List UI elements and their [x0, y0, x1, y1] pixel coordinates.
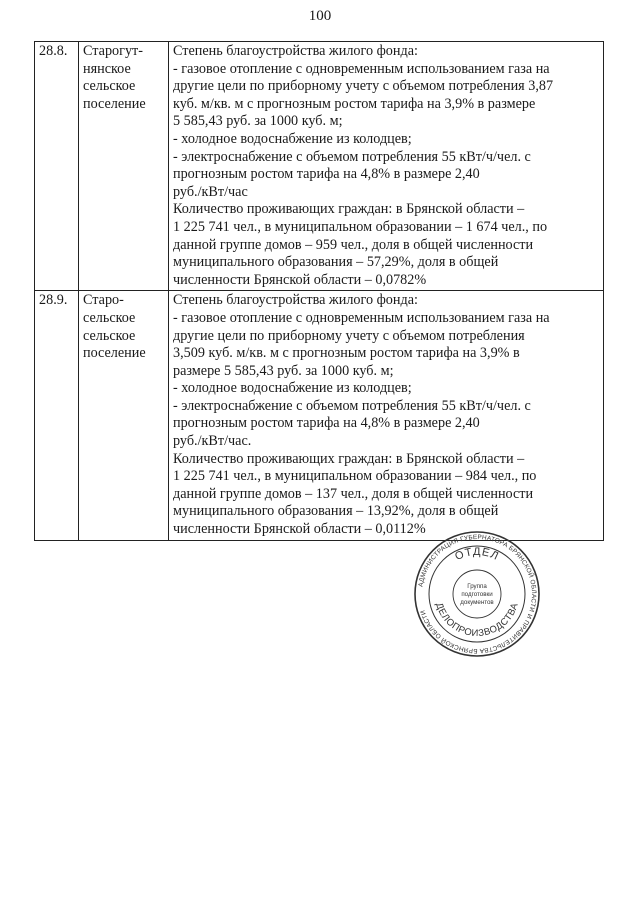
description-line: Количество проживающих граждан: в Брянской области –	[173, 201, 525, 218]
settlement-name-line: поселение	[83, 95, 146, 112]
svg-text:ДЕЛОПРОИЗВОДСТВА	[433, 601, 521, 639]
settlement-name-line: поселение	[83, 345, 146, 362]
description-line: 3,509 куб. м/кв. м с прогнозным ростом тарифа на 3,9% в	[173, 345, 520, 362]
description-line: Степень благоустройства жилого фонда:	[173, 43, 418, 59]
description-line: - электроснабжение с объемом потребления 55 кВт/ч/чел. с	[173, 148, 531, 165]
settlement-name-line: сельское	[83, 327, 136, 344]
description-line: 5 585,43 руб. за 1000 куб. м;	[173, 113, 343, 130]
housing-description	[169, 42, 604, 291]
settlement-name	[79, 42, 169, 291]
table-row	[35, 42, 604, 291]
stamp-center-line-1: Группа	[467, 583, 487, 590]
description-line: размере 5 585,43 руб. за 1000 куб. м;	[173, 362, 394, 379]
description-line: Количество проживающих граждан: в Брянской области –	[173, 450, 525, 467]
stamp-ring-text: АДМИНИСТРАЦИЯ ГУБЕРНАТОРА БРЯНСКОЙ ОБЛАСТИ И ПРАВИТЕЛЬСТВА БРЯНСКОЙ ОБЛАСТИ	[417, 533, 538, 655]
description-line: данной группе домов – 959 чел., доля в общей численности	[173, 236, 534, 253]
description-line: муниципального образования – 13,92%, доля в общей	[173, 503, 499, 520]
settlement-name-line: Старогут-	[83, 43, 143, 59]
description-line: - холодное водоснабжение из колодцев;	[173, 130, 412, 147]
description-line: данной группе домов – 137 чел., доля в общей численности	[173, 485, 534, 502]
description-line: другие цели по приборному учету с объемом потребления 3,87	[173, 78, 554, 95]
settlement-name	[79, 291, 169, 540]
description-line: 1 225 741 чел., в муниципальном образовании – 1 674 чел., по	[173, 218, 548, 235]
settlement-name-line: сельское	[83, 78, 136, 95]
settlement-name-line: Старо-	[83, 292, 124, 309]
description-line: прогнозным ростом тарифа на 4,8% в размере 2,40	[173, 166, 480, 183]
housing-description	[169, 291, 604, 540]
description-line: - электроснабжение с объемом потребления 55 кВт/ч/чел. с	[173, 397, 531, 414]
description-line: - газовое отопление с одновременным использованием газа на	[173, 60, 550, 77]
description-line: руб./кВт/час.	[173, 433, 252, 450]
description-line: руб./кВт/час	[173, 183, 248, 200]
row-number: 28.8.	[35, 42, 79, 291]
description-line: численности Брянской области – 0,0112%	[173, 521, 426, 538]
table-row	[35, 291, 604, 540]
description-line: прогнозным ростом тарифа на 4,8% в размере 2,40	[173, 415, 480, 432]
stamp-center-line-2: подготовки	[461, 591, 493, 598]
settlement-name-line: нянское	[83, 60, 131, 77]
data-table	[34, 41, 604, 541]
official-stamp	[413, 530, 541, 658]
description-line: численности Брянской области – 0,0782%	[173, 271, 427, 288]
stamp-bottom-text: ДЕЛОПРОИЗВОДСТВА	[433, 601, 521, 640]
description-line: куб. м/кв. м с прогнозным ростом тарифа на 3,9% в размере	[173, 95, 536, 112]
page-number: 100	[308, 8, 332, 24]
stamp-center-line-3: документов	[460, 599, 494, 606]
settlement-name-line: сельское	[83, 309, 136, 326]
row-number: 28.9.	[35, 291, 79, 540]
description-line: - газовое отопление с одновременным использованием газа на	[173, 309, 550, 326]
description-line: муниципального образования – 57,29%, доля в общей	[173, 254, 499, 271]
stamp-top-text: ОТДЕЛ	[453, 545, 501, 564]
description-line: другие цели по приборному учету с объемом потребления	[173, 327, 525, 344]
description-line: 1 225 741 чел., в муниципальном образовании – 984 чел., по	[173, 468, 537, 485]
description-line: - холодное водоснабжение из колодцев;	[173, 380, 412, 397]
description-line: Степень благоустройства жилого фонда:	[173, 292, 418, 309]
